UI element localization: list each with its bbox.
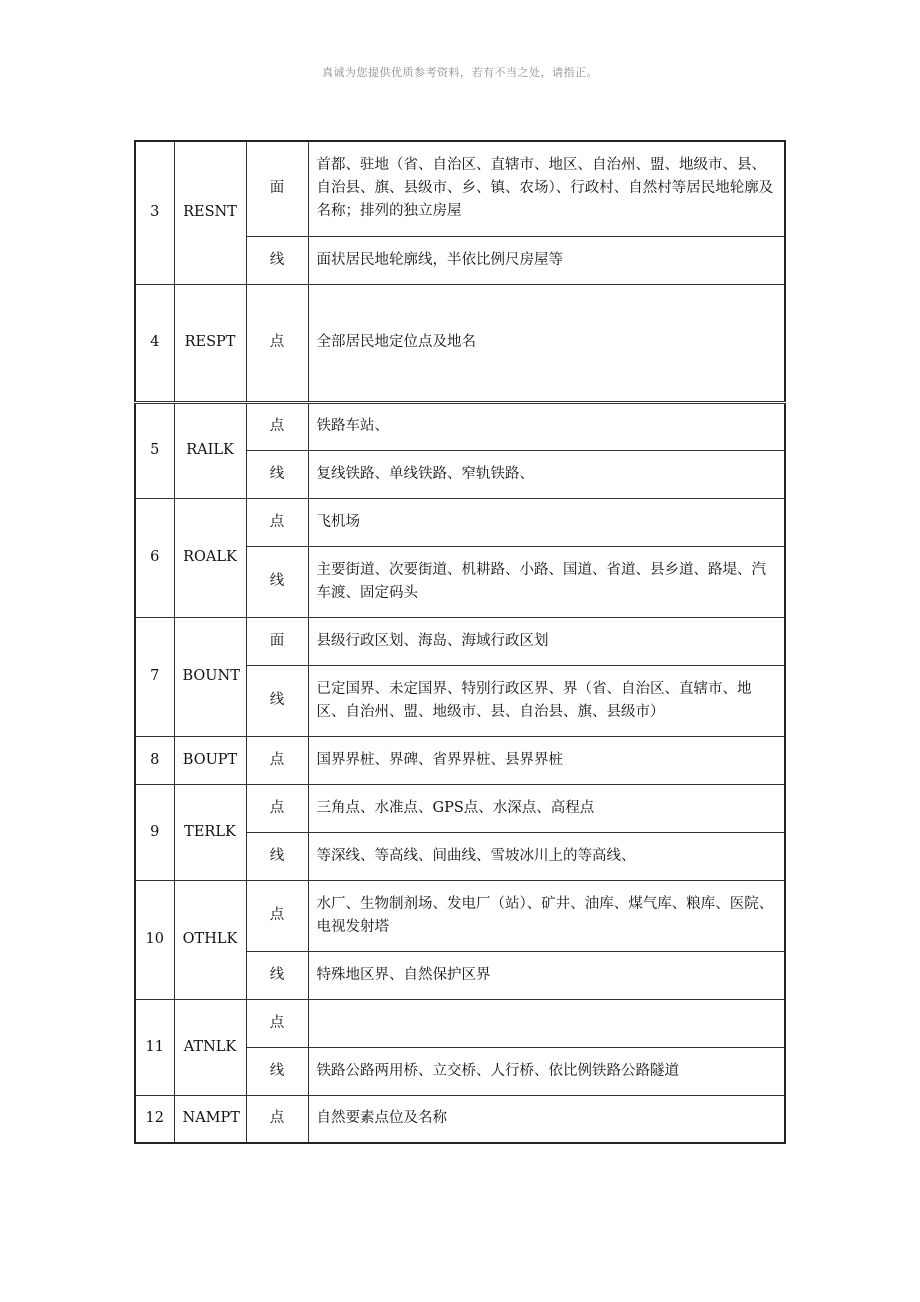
row-number: 12 <box>135 1095 174 1143</box>
layer-description: 三角点、水准点、GPS点、水深点、高程点 <box>308 784 785 832</box>
geometry-type: 线 <box>246 546 308 617</box>
geometry-type: 线 <box>246 450 308 498</box>
layer-description: 水厂、生物制剂场、发电厂（站）、矿井、油库、煤气库、粮库、医院、电视发射塔 <box>308 880 785 951</box>
geometry-type: 线 <box>246 832 308 880</box>
table-row <box>135 141 785 236</box>
row-number: 11 <box>135 999 174 1095</box>
layer-description: 全部居民地定位点及地名 <box>308 284 785 402</box>
row-number: 7 <box>135 617 174 736</box>
layer-code: NAMPT <box>174 1095 246 1143</box>
layer-description: 自然要素点位及名称 <box>308 1095 785 1143</box>
row-number: 3 <box>135 141 174 284</box>
layer-description: 国界界桩、界碑、省界界桩、县界界桩 <box>308 736 785 784</box>
layer-description <box>308 999 785 1047</box>
header-note: 真诚为您提供优质参考资料，若有不当之处，请指正。 <box>322 66 598 79</box>
table-row <box>135 736 785 784</box>
layer-code: ROALK <box>174 498 246 617</box>
table-row <box>135 1095 785 1143</box>
layer-description: 飞机场 <box>308 498 785 546</box>
row-number: 4 <box>135 284 174 402</box>
table-row <box>135 617 785 665</box>
layer-code: RESNT <box>174 141 246 284</box>
table-row <box>135 880 785 951</box>
row-number: 6 <box>135 498 174 617</box>
geometry-type: 线 <box>246 236 308 284</box>
row-number: 8 <box>135 736 174 784</box>
table-row <box>135 498 785 546</box>
geometry-type: 点 <box>246 1095 308 1143</box>
table-row <box>135 999 785 1047</box>
layer-description: 等深线、等高线、间曲线、雪坡冰川上的等高线、 <box>308 832 785 880</box>
layer-description: 特殊地区界、自然保护区界 <box>308 951 785 999</box>
layer-code: BOUPT <box>174 736 246 784</box>
geometry-type: 点 <box>246 284 308 402</box>
row-number: 5 <box>135 402 174 498</box>
row-number: 10 <box>135 880 174 999</box>
geometry-type: 面 <box>246 617 308 665</box>
geometry-type: 点 <box>246 999 308 1047</box>
table-row <box>135 284 785 402</box>
layer-code: RAILK <box>174 402 246 498</box>
geometry-type: 点 <box>246 736 308 784</box>
geometry-type: 点 <box>246 784 308 832</box>
layer-code: BOUNT <box>174 617 246 736</box>
layer-description: 铁路车站、 <box>308 402 785 450</box>
table-row <box>135 402 785 450</box>
layer-code: ATNLK <box>174 999 246 1095</box>
layer-code: OTHLK <box>174 880 246 999</box>
layer-description: 复线铁路、单线铁路、窄轨铁路、 <box>308 450 785 498</box>
layer-description: 首都、驻地（省、自治区、直辖市、地区、自治州、盟、地级市、县、自治县、旗、县级市、乡、镇、农场）、行政村、自然村等居民地轮廓及名称；排列的独立房屋 <box>308 141 785 236</box>
geometry-type: 线 <box>246 951 308 999</box>
geometry-type: 线 <box>246 665 308 736</box>
layer-description: 主要街道、次要街道、机耕路、小路、国道、省道、县乡道、路堤、汽车渡、固定码头 <box>308 546 785 617</box>
geometry-type: 线 <box>246 1047 308 1095</box>
layer-table <box>134 140 786 1144</box>
layer-code: TERLK <box>174 784 246 880</box>
geometry-type: 点 <box>246 402 308 450</box>
geometry-type: 面 <box>246 141 308 236</box>
layer-description: 已定国界、未定国界、特别行政区界、界（省、自治区、直辖市、地区、自治州、盟、地级市、县、自治县、旗、县级市） <box>308 665 785 736</box>
row-number: 9 <box>135 784 174 880</box>
layer-description: 铁路公路两用桥、立交桥、人行桥、依比例铁路公路隧道 <box>308 1047 785 1095</box>
geometry-type: 点 <box>246 880 308 951</box>
table-row <box>135 784 785 832</box>
layer-code: RESPT <box>174 284 246 402</box>
geometry-type: 点 <box>246 498 308 546</box>
layer-description: 面状居民地轮廓线，半依比例尺房屋等 <box>308 236 785 284</box>
layer-description: 县级行政区划、海岛、海域行政区划 <box>308 617 785 665</box>
